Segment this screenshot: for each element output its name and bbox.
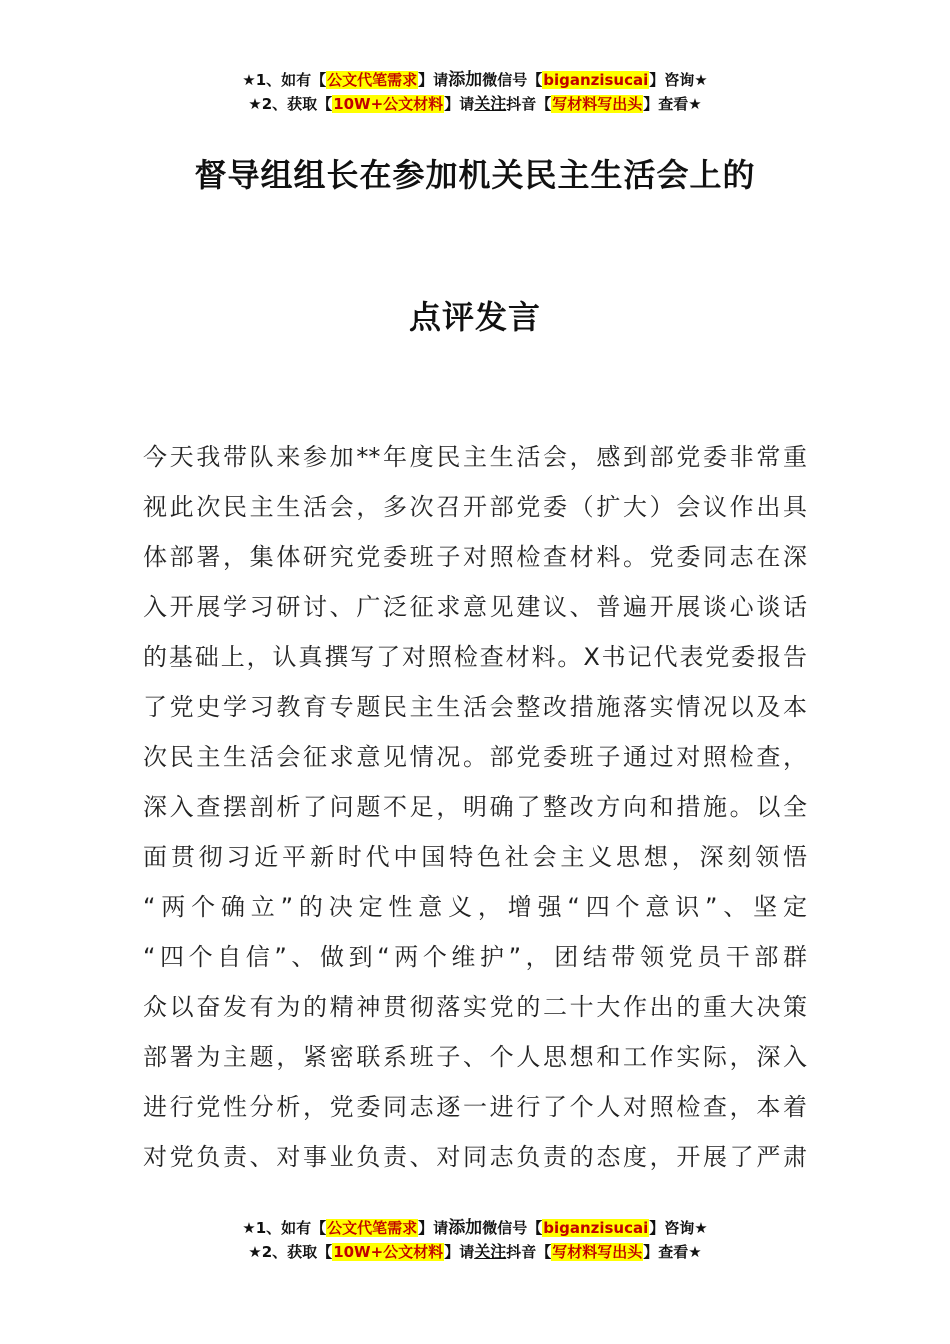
header-banner	[0, 69, 950, 116]
banner-emphasis: 添加	[448, 70, 483, 90]
banner-text: 】查看★	[643, 1243, 702, 1261]
banner-text: ★1、如有【	[242, 1219, 327, 1237]
highlight-wechat-id: biganzisucai	[543, 1219, 649, 1237]
body-line: 进行党性分析，党委同志逐一进行了个人对照检查，本着	[143, 1093, 807, 1121]
banner-emphasis: 关注	[474, 1242, 507, 1261]
banner-line-1	[0, 1217, 950, 1240]
highlight-douyin-account: 写材料写出头	[552, 1243, 643, 1261]
highlight-douyin-account: 写材料写出头	[552, 95, 643, 113]
highlight-materials: 10W+公文材料	[333, 1243, 444, 1261]
banner-emphasis: 关注	[474, 94, 507, 113]
highlight-materials: 10W+公文材料	[333, 95, 444, 113]
banner-text: 】请	[444, 1243, 475, 1261]
banner-text: 】查看★	[643, 95, 702, 113]
body-paragraph	[143, 432, 807, 1182]
banner-text: 】请	[444, 95, 475, 113]
body-line: 面贯彻习近平新时代中国特色社会主义思想，深刻领悟	[143, 843, 807, 871]
banner-line-2	[0, 1240, 950, 1264]
body-line: 体部署，集体研究党委班子对照检查材料。党委同志在深	[143, 543, 807, 571]
document-title-continued: 点评发言	[408, 298, 541, 336]
body-line: 次民主生活会征求意见情况。部党委班子通过对照检查，	[143, 743, 807, 771]
body-line: 视此次民主生活会，多次召开部党委（扩大）会议作出具	[143, 493, 807, 521]
highlight-ghostwriting: 公文代笔需求	[327, 71, 418, 89]
banner-text: 】咨询★	[649, 1219, 708, 1237]
banner-line-2	[0, 92, 950, 116]
body-line: 众以奋发有为的精神贯彻落实党的二十大作出的重大决策	[143, 993, 807, 1021]
banner-text: 】请	[418, 1219, 449, 1237]
banner-text: 】咨询★	[649, 71, 708, 89]
banner-emphasis: 添加	[448, 1218, 483, 1238]
banner-text: 微信号【	[482, 71, 543, 89]
banner-text: 抖音【	[506, 95, 552, 113]
body-line: 今天我带队来参加**年度民主生活会，感到部党委非常重	[143, 443, 807, 471]
body-line: “两个确立”的决定性意义，增强“四个意识”、坚定	[143, 893, 807, 921]
banner-text: 抖音【	[506, 1243, 552, 1261]
body-line: 入开展学习研讨、广泛征求意见建议、普遍开展谈心谈话	[143, 593, 807, 621]
body-line: 了党史学习教育专题民主生活会整改措施落实情况以及本	[143, 693, 807, 721]
highlight-wechat-id: biganzisucai	[543, 71, 649, 89]
document-title: 督导组组长在参加机关民主生活会上的	[194, 156, 756, 194]
body-line: 深入查摆剖析了问题不足，明确了整改方向和措施。以全	[143, 793, 807, 821]
body-line: 对党负责、对事业负责、对同志负责的态度，开展了严肃	[143, 1143, 807, 1171]
body-line: 部署为主题，紧密联系班子、个人思想和工作实际，深入	[143, 1043, 807, 1071]
banner-text: 】请	[418, 71, 449, 89]
banner-text: ★1、如有【	[242, 71, 327, 89]
banner-text: ★2、获取【	[248, 1243, 333, 1261]
body-line: 的基础上，认真撰写了对照检查材料。X书记代表党委报告	[143, 643, 807, 671]
banner-text: ★2、获取【	[248, 95, 333, 113]
footer-banner	[0, 1217, 950, 1264]
highlight-ghostwriting: 公文代笔需求	[327, 1219, 418, 1237]
banner-text: 微信号【	[482, 1219, 543, 1237]
banner-line-1	[0, 69, 950, 92]
body-line: “四个自信”、做到“两个维护”，团结带领党员干部群	[143, 943, 807, 971]
